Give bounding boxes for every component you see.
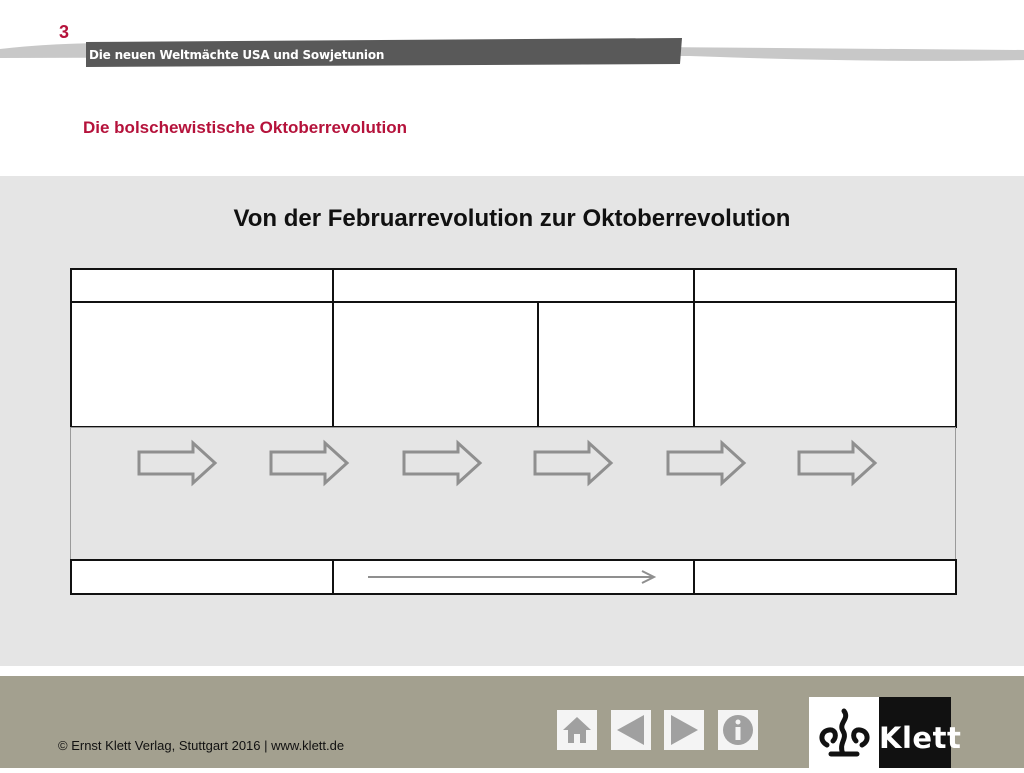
- table-cell[interactable]: [693, 268, 957, 303]
- arrow-strip: [71, 428, 955, 559]
- table-cell[interactable]: [70, 301, 334, 428]
- arrow-right-icon: [668, 443, 744, 483]
- section-title: Die bolschewistische Oktoberrevolution: [83, 118, 408, 137]
- long-arrow-right-icon: [334, 561, 693, 593]
- home-button[interactable]: [557, 710, 597, 750]
- arrow-right-icon: [139, 443, 215, 483]
- arrow-right-icon: [535, 443, 611, 483]
- previous-icon: [611, 710, 651, 750]
- home-icon: [557, 710, 597, 750]
- arrow-right-icon: [404, 443, 480, 483]
- arrow-right-icon: [799, 443, 875, 483]
- next-button[interactable]: [664, 710, 704, 750]
- info-button[interactable]: [718, 710, 758, 750]
- previous-button[interactable]: [611, 710, 651, 750]
- chapter-subtitle: Die neuen Weltmächte USA und Sowjetunion: [89, 48, 385, 62]
- klett-emblem-icon: [809, 697, 879, 768]
- slide-heading: Von der Februarrevolution zur Oktoberrevolution: [233, 205, 791, 232]
- arrow-right-icon: [271, 443, 347, 483]
- content-panel: [0, 176, 1024, 666]
- table-cell[interactable]: [693, 301, 957, 428]
- table-cell[interactable]: [537, 301, 695, 428]
- page-number: 3: [58, 22, 69, 42]
- logo-text-block: [879, 697, 962, 768]
- klett-logo: [809, 697, 962, 768]
- table-cell[interactable]: [332, 301, 539, 428]
- copyright-text: © Ernst Klett Verlag, Stuttgart 2016 | www.klett.de: [58, 738, 345, 753]
- table-cell[interactable]: [70, 559, 334, 595]
- logo-text: Klett: [879, 721, 962, 755]
- info-icon: [718, 710, 758, 750]
- table-cell[interactable]: [70, 268, 334, 303]
- table-cell[interactable]: [693, 559, 957, 595]
- arrow-row: [70, 427, 956, 560]
- table-cell[interactable]: [332, 268, 695, 303]
- table-cell[interactable]: [332, 559, 695, 595]
- next-icon: [664, 710, 704, 750]
